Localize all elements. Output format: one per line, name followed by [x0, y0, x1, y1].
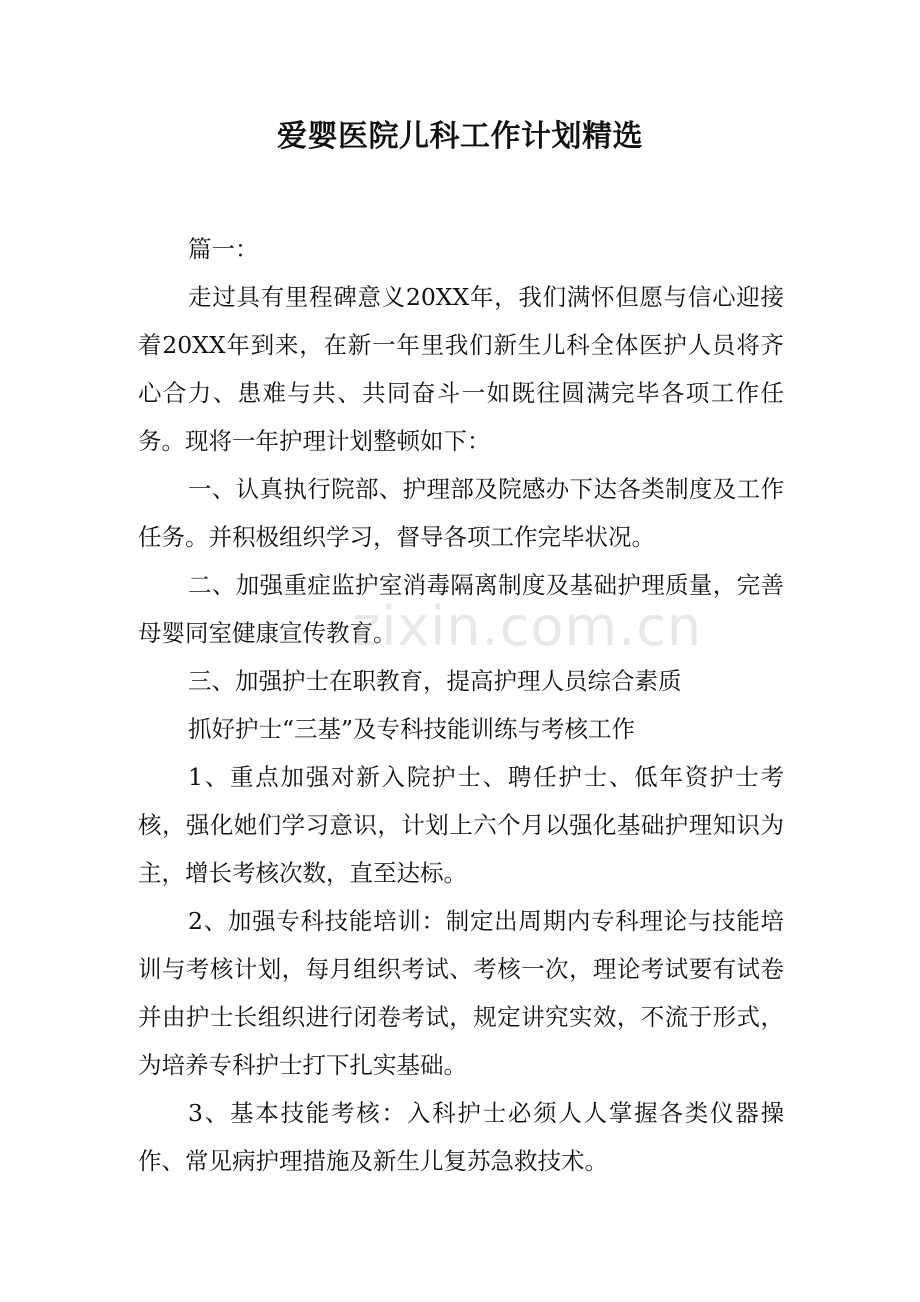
paragraph-point-3: 3、基本技能考核：入科护士必须人人掌握各类仪器操作、常见病护理措施及新生儿复苏急救技术。: [138, 1099, 784, 1175]
paragraph-item-1: 一、认真执行院部、护理部及院感办下达各类制度及工作任务。并积极组织学习，督导各项工作完毕状况。: [138, 475, 784, 551]
paragraph-subheading: 抓好护士“三基”及专科技能训练与考核工作: [188, 715, 636, 743]
paragraph-point-1: 1、重点加强对新入院护士、聘任护士、低年资护士考核，强化她们学习意识，计划上六个月以强化基础护理知识为主，增长考核次数，直至达标。: [138, 763, 784, 887]
paragraph-item-2: 二、加强重症监护室消毒隔离制度及基础护理质量，完善母婴同室健康宣传教育。: [138, 571, 784, 647]
watermark-text: zixin.com.cn: [352, 595, 703, 658]
paragraph-section-label: 篇一：: [188, 235, 259, 263]
document-body: [138, 225, 784, 1185]
paragraph-intro: 走过具有里程碑意义20XX年，我们满怀但愿与信心迎接着20XX年到来，在新一年里我们新生儿科全体医护人员将齐心合力、患难与共、共同奋斗一如既往圆满完毕各项工作任务。现将一年护理计划整顿如下：: [138, 283, 784, 455]
paragraph-point-2: 2、加强专科技能培训：制定出周期内专科理论与技能培训与考核计划，每月组织考试、考核一次，理论考试要有试卷并由护士长组织进行闭卷考试，规定讲究实效，不流于形式，为培养专科护士打下扎实基础。: [138, 907, 784, 1079]
paragraph-item-3: 三、加强护士在职教育，提高护理人员综合素质: [188, 667, 682, 695]
document-title: 爱婴医院儿科工作计划精选: [277, 119, 643, 154]
